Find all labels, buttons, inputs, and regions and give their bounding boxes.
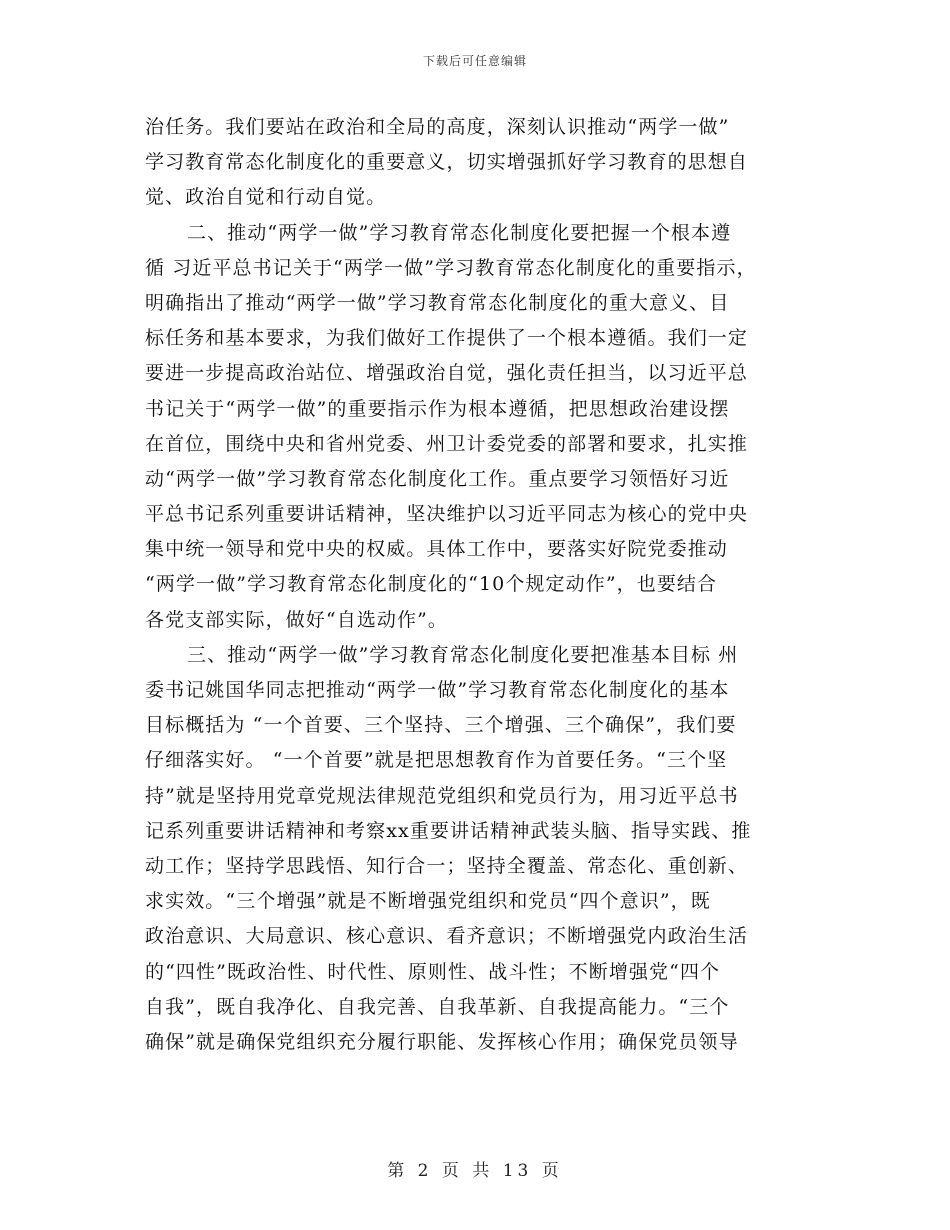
text-line: 持”就是坚持用党章党规法律规范党组织和党员行为，用习近平总书 xyxy=(145,784,739,807)
text-line: 求实效。“三个增强”就是不断增强党组织和党员“四个意识”，既 xyxy=(145,890,711,913)
text-line: 委书记姚国华同志把推动“两学一做”学习教育常态化制度化的基本 xyxy=(145,679,730,701)
text-line: 治任务。我们要站在政治和全局的高度，深刻认识推动“两学一做” xyxy=(145,116,730,138)
body-text xyxy=(145,110,815,1060)
text-line: 目标概括为 “一个首要、三个坚持、三个增强、三个确保”，我们要 xyxy=(145,714,737,737)
text-line: 书记关于“两学一做”的重要指示作为根本遵循，把思想政治建设摆 xyxy=(145,397,730,420)
text-line: 集中统一领导和党中央的权威。具体工作中，要落实好院党委推动 xyxy=(145,538,728,561)
text-line: 标任务和基本要求，为我们做好工作提供了一个根本遵循。我们一定 xyxy=(145,327,749,350)
text-line: “两学一做”学习教育常态化制度化的“10个规定动作”，也要结合 xyxy=(145,573,718,596)
text-line: 政治意识、大局意识、核心意识、看齐意识；不断增强党内政治生活 xyxy=(145,925,749,948)
text-line: 仔细落实好。 “一个首要”就是把思想教育作为首要任务。“三个坚 xyxy=(145,749,728,772)
text-line: 平总书记系列重要讲话精神，坚决维护以习近平同志为核心的党中央 xyxy=(145,503,749,526)
text-line: 循 习近平总书记关于“两学一做”学习教育常态化制度化的重要指示， xyxy=(145,256,757,279)
text-line: 明确指出了推动“两学一做”学习教育常态化制度化的重大意义、目 xyxy=(145,291,730,314)
text-line: 要进一步提高政治站位、增强政治自觉，强化责任担当，以习近平总 xyxy=(145,362,749,385)
text-line: 觉、政治自觉和行动自觉。 xyxy=(145,186,387,209)
text-line: 的“四性”既政治性、时代性、原则性、战斗性；不断增强党“四个 xyxy=(145,960,721,983)
text-line: 动工作；坚持学思践悟、知行合一；坚持全覆盖、常态化、重创新、 xyxy=(145,854,749,877)
text-line: 学习教育常态化制度化的重要意义，切实增强抓好学习教育的思想自 xyxy=(145,151,749,174)
paragraph-start-line: 三、推动“两学一做”学习教育常态化制度化要把准基本目标 州 xyxy=(187,643,739,666)
text-line: 动“两学一做”学习教育常态化制度化工作。重点要学习领悟好习近 xyxy=(145,467,730,490)
text-line: 确保”就是确保党组织充分履行职能、发挥核心作用；确保党员领导 xyxy=(145,1030,739,1053)
text-line: 各党支部实际，做好“自选动作”。 xyxy=(145,608,449,631)
text-line: 自我”，既自我净化、自我完善、自我革新、自我提高能力。“三个 xyxy=(145,995,730,1018)
page-number-footer: 第 2 页 共 13 页 xyxy=(387,1161,563,1181)
text-line: 在首位，围绕中央和省州党委、州卫计委党委的部署和要求，扎实推 xyxy=(145,432,749,455)
paragraph-start-line: 二、推动“两学一做”学习教育常态化制度化要把握一个根本遵 xyxy=(187,221,732,244)
text-line: 记系列重要讲话精神和考察xx重要讲话精神武装头脑、指导实践、推 xyxy=(145,819,752,842)
page-header: 下载后可任意编辑 xyxy=(422,54,527,68)
